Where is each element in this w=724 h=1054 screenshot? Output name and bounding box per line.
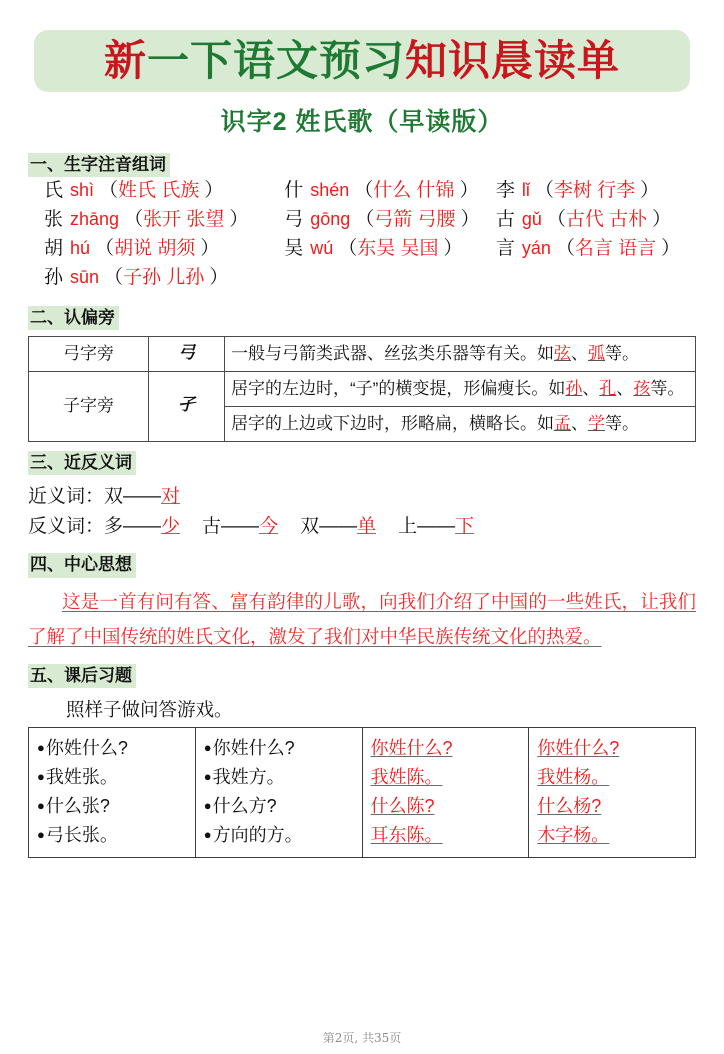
- radical-desc-tail: 等。: [605, 413, 639, 433]
- list-item: [204, 763, 356, 792]
- pinyin-entry-paren-open: （: [355, 209, 375, 231]
- pinyin-entry-char: 什: [284, 180, 304, 202]
- pinyin-entry-words: 什么 什锦: [373, 180, 455, 202]
- bullet-icon: ●: [203, 740, 212, 756]
- radical-desc-sep: 、: [616, 379, 634, 399]
- pinyin-entry-paren-close: ）: [443, 238, 463, 260]
- title-part-red-1: 新: [103, 36, 147, 85]
- exercise-column: [29, 728, 196, 858]
- radical-desc-sep: 、: [571, 344, 588, 364]
- list-item: [371, 821, 523, 850]
- pinyin-entry-pinyin: shén: [310, 180, 350, 201]
- pinyin-entry-char: 孙: [44, 267, 64, 289]
- header-banner: [34, 30, 690, 92]
- pinyin-entry-words: 李树 行李: [553, 180, 636, 202]
- exercise-answer-text: 什么陈?: [370, 796, 435, 817]
- pinyin-entry-paren-open: （: [354, 180, 374, 202]
- pinyin-entry-paren-close: ）: [652, 209, 672, 231]
- exercise-line-text: 我姓方。: [212, 767, 285, 788]
- pinyin-entry-words: 名言 语言: [574, 238, 657, 260]
- pinyin-entry-char: 氏: [44, 180, 64, 202]
- worksheet-page: [0, 30, 724, 1054]
- pinyin-entry: [496, 239, 696, 259]
- radical-description: [225, 337, 696, 372]
- pinyin-entry-paren-open: （: [99, 180, 119, 202]
- antonyms-label: 反义词：: [28, 515, 105, 537]
- exercise-answer-text: 你姓什么?: [370, 738, 453, 759]
- exercise-line-text: 你姓什么?: [212, 738, 295, 759]
- radical-desc-tail: 等。: [605, 344, 639, 364]
- exercise-instruction: 照样子做问答游戏。: [66, 699, 233, 721]
- antonyms-line: [28, 515, 696, 539]
- central-idea-paragraph: [28, 584, 696, 655]
- list-item: [537, 821, 689, 850]
- list-item: [371, 763, 523, 792]
- pinyin-entry-paren-open: （: [534, 180, 554, 202]
- synonym-answer: 对: [161, 485, 181, 507]
- section-heading-1: 一、生字注音组词: [28, 153, 170, 177]
- list-item: [204, 821, 356, 850]
- list-item: [371, 792, 523, 821]
- pinyin-entry-paren-close: ）: [229, 209, 249, 231]
- list-item: [371, 734, 523, 763]
- pinyin-entry-paren-close: ）: [459, 180, 479, 202]
- bullet-icon: ●: [203, 769, 212, 785]
- radical-name: 子字旁: [29, 372, 149, 442]
- pinyin-entry-pinyin: hú: [70, 238, 91, 259]
- pinyin-entry: [44, 210, 284, 230]
- pinyin-entry-paren-close: ）: [640, 180, 660, 202]
- pinyin-entry-paren-open: （: [104, 267, 124, 289]
- title-part-green: 一下语文预习: [146, 36, 405, 85]
- bullet-icon: ●: [37, 740, 45, 756]
- pinyin-entry-words: 姓氏 氏族: [118, 180, 200, 202]
- radical-example: 孔: [599, 379, 617, 399]
- exercise-column: [529, 728, 696, 858]
- exercise-answer-text: 什么杨?: [537, 796, 602, 817]
- pinyin-entry: [284, 210, 496, 230]
- antonym-prompt: 多——: [104, 515, 162, 537]
- list-item: [37, 763, 189, 792]
- pinyin-entry-words: 子孙 儿孙: [123, 267, 205, 289]
- radical-desc-tail: 等。: [650, 379, 685, 399]
- pinyin-entry-paren-close: ）: [209, 267, 229, 289]
- radical-desc-text: 一般与弓箭类武器、丝弦类乐器等有关。如: [231, 344, 554, 364]
- pinyin-entry-pinyin: gǔ: [521, 209, 542, 230]
- synonym-prompt: 双——: [104, 485, 162, 507]
- pinyin-entry: [496, 181, 696, 201]
- page-footer: 第2页, 共35页: [322, 1031, 402, 1045]
- bullet-icon: ●: [203, 827, 212, 843]
- radical-description: [225, 372, 696, 407]
- pinyin-entry-words: 古代 古朴: [565, 209, 648, 231]
- pinyin-entry-char: 李: [495, 180, 515, 202]
- pinyin-entry-char: 张: [44, 209, 64, 231]
- radical-name: 弓字旁: [29, 337, 149, 372]
- radical-example: 孩: [633, 379, 651, 399]
- radical-table: [28, 336, 696, 441]
- pinyin-entry-char: 古: [495, 209, 515, 231]
- bullet-icon: ●: [37, 769, 45, 785]
- section-heading-2: 二、认偏旁: [28, 306, 119, 330]
- list-item: [537, 792, 689, 821]
- pinyin-entry-paren-close: ）: [661, 238, 681, 260]
- exercise-line-text: 什么张?: [45, 796, 110, 817]
- table-row: [29, 728, 696, 858]
- pinyin-entry: [44, 268, 296, 288]
- radical-example: 弦: [554, 344, 571, 364]
- radical-example: 孟: [554, 413, 571, 433]
- pinyin-row: [28, 181, 696, 201]
- pinyin-entry: [44, 181, 284, 201]
- table-row: [29, 372, 696, 407]
- list-item: [204, 734, 356, 763]
- bullet-icon: ●: [37, 827, 45, 843]
- pinyin-entry-paren-open: （: [338, 238, 358, 260]
- pinyin-entry-pinyin: lǐ: [521, 180, 530, 201]
- radical-glyph: 孑: [149, 372, 225, 442]
- radical-glyph: 弓: [149, 337, 225, 372]
- pinyin-word-list: [28, 181, 696, 288]
- pinyin-entry-paren-open: （: [546, 209, 566, 231]
- radical-example: 弧: [588, 344, 605, 364]
- pinyin-entry-paren-close: ）: [460, 209, 480, 231]
- pinyin-entry-pinyin: yán: [521, 238, 551, 259]
- exercise-answer-text: 你姓什么?: [537, 738, 620, 759]
- table-row: [29, 337, 696, 372]
- list-item: [37, 821, 189, 850]
- antonym-answer: 单: [357, 515, 377, 537]
- pinyin-entry-pinyin: zhāng: [70, 209, 120, 230]
- exercise-answer-text: 我姓杨。: [537, 767, 610, 788]
- exercise-column: [362, 728, 529, 858]
- exercise-answer-text: 我姓陈。: [370, 767, 443, 788]
- radical-desc-text: 居字的左边时，“子”的横变提，形偏瘦长。如: [231, 379, 566, 399]
- radical-desc-text: 居字的上边或下边时，形略扁，横略长。如: [231, 413, 554, 433]
- pinyin-entry-pinyin: sūn: [70, 267, 100, 288]
- section-heading-3: 三、近反义词: [28, 451, 136, 475]
- antonym-answer: 下: [455, 515, 475, 537]
- antonym-answer: 今: [259, 515, 279, 537]
- exercise-line-text: 方向的方。: [212, 825, 303, 846]
- pinyin-entry-pinyin: shì: [70, 180, 95, 201]
- pinyin-entry-paren-open: （: [555, 238, 575, 260]
- section-heading-5: 五、课后习题: [28, 664, 136, 688]
- list-item: [204, 792, 356, 821]
- pinyin-entry: [284, 239, 496, 259]
- pinyin-entry-paren-open: （: [95, 238, 115, 260]
- pinyin-row: [28, 268, 696, 288]
- title-part-red-2: 知识晨读单: [405, 36, 621, 85]
- exercise-line-text: 你姓什么?: [45, 738, 128, 759]
- pinyin-entry-char: 吴: [284, 238, 304, 260]
- antonym-prompt: 双——: [300, 515, 358, 537]
- exercise-answer-text: 木字杨。: [537, 825, 610, 846]
- pinyin-entry: [284, 181, 496, 201]
- exercise-line-text: 弓长张。: [45, 825, 118, 846]
- pinyin-row: [28, 239, 696, 259]
- pinyin-entry-words: 胡说 胡须: [114, 238, 196, 260]
- list-item: [37, 734, 189, 763]
- radical-example: 孙: [565, 379, 583, 399]
- radical-desc-sep: 、: [582, 379, 600, 399]
- bullet-icon: ●: [37, 798, 45, 814]
- pinyin-entry-pinyin: wú: [310, 238, 334, 259]
- bullet-icon: ●: [203, 798, 212, 814]
- exercise-column: [195, 728, 362, 858]
- synonyms-line: [28, 485, 696, 509]
- pinyin-entry-words: 弓箭 弓腰: [374, 209, 456, 231]
- exercise-answer-text: 耳东陈。: [370, 825, 443, 846]
- antonym-answer: 少: [161, 515, 181, 537]
- pinyin-row: [28, 210, 696, 230]
- pinyin-entry-char: 胡: [44, 238, 64, 260]
- exercise-line-text: 我姓张。: [45, 767, 118, 788]
- pinyin-entry: [496, 210, 696, 230]
- page-subtitle: 识字2 姓氏歌（早读版）: [220, 108, 504, 136]
- pinyin-entry-char: 弓: [284, 209, 304, 231]
- pinyin-entry: [44, 239, 284, 259]
- list-item: [537, 763, 689, 792]
- antonym-prompt: 上——: [398, 515, 456, 537]
- section-heading-4: 四、中心思想: [28, 553, 136, 577]
- pinyin-entry-paren-close: ）: [200, 238, 220, 260]
- antonym-prompt: 古——: [202, 515, 260, 537]
- radical-example: 学: [588, 413, 605, 433]
- pinyin-entry-paren-open: （: [124, 209, 144, 231]
- pinyin-entry-char: 言: [495, 238, 515, 260]
- pinyin-entry-pinyin: gōng: [310, 209, 351, 230]
- radical-description: [225, 406, 696, 441]
- pinyin-entry-words: 东吴 吴国: [357, 238, 439, 260]
- list-item: [37, 792, 189, 821]
- exercise-table: [28, 727, 696, 858]
- page-title: [103, 36, 621, 85]
- exercise-line-text: 什么方?: [212, 796, 277, 817]
- synonyms-label: 近义词：: [28, 485, 105, 507]
- radical-desc-sep: 、: [571, 413, 588, 433]
- pinyin-entry-words: 张开 张望: [143, 209, 225, 231]
- central-idea-text: 这是一首有问有答、富有韵律的儿歌，向我们介绍了中国的一些姓氏，让我们了解了中国传统的姓氏文化，激发了我们对中华民族传统文化的热爱。: [28, 590, 696, 648]
- list-item: [537, 734, 689, 763]
- pinyin-entry-paren-close: ）: [204, 180, 224, 202]
